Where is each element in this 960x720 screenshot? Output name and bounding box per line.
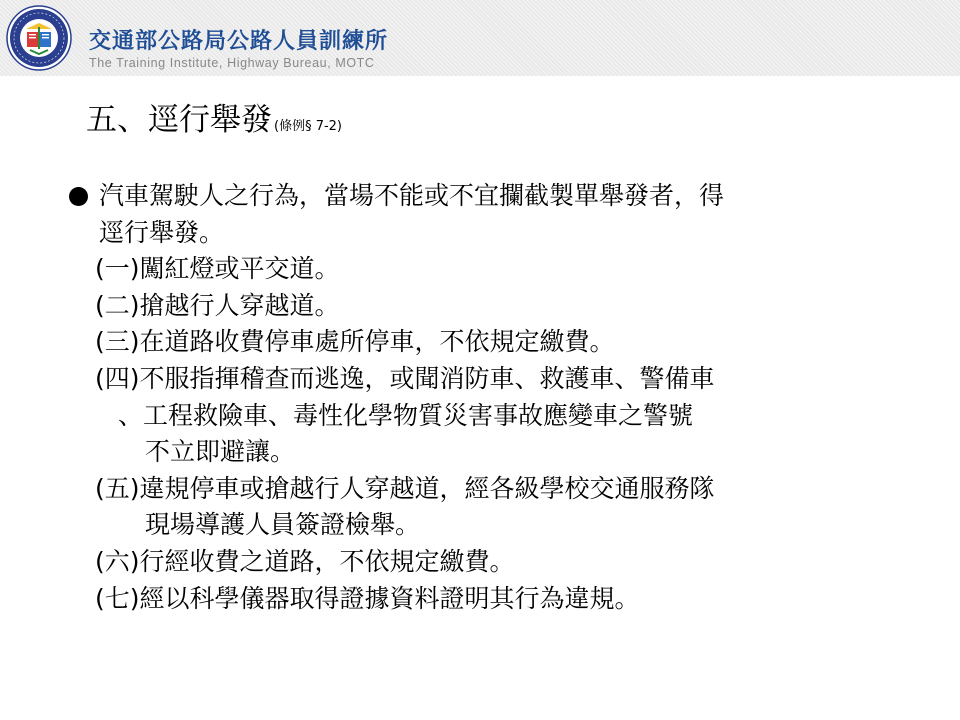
slide-title bbox=[86, 94, 342, 139]
list-item-3: (三)在道路收費停車處所停車，不依規定繳費。 bbox=[95, 327, 615, 357]
bullet-line: 逕行舉發。 bbox=[99, 217, 225, 247]
list-item-5: (五)違規停車或搶越行人穿越道，經各級學校交通服務隊 bbox=[95, 473, 715, 503]
list-item-6: (六)行經收費之道路，不依規定繳費。 bbox=[95, 546, 515, 576]
bullet-dot-icon bbox=[69, 187, 88, 206]
org-name-english: The Training Institute, Highway Bureau, MOTC bbox=[89, 56, 375, 70]
list-item-5-continuation: 現場導護人員簽證檢舉。 bbox=[145, 510, 421, 540]
list-item-4: (四)不服指揮稽查而逃逸，或聞消防車、救護車、警備車 bbox=[95, 363, 715, 393]
list-item-7: (七)經以科學儀器取得證據資料證明其行為違規。 bbox=[95, 583, 640, 613]
bullet-point bbox=[68, 178, 908, 251]
training-institute-seal-logo bbox=[6, 5, 72, 71]
header-bar bbox=[0, 0, 960, 76]
slide-title-reference: (條例§ 7-2) bbox=[274, 119, 343, 134]
list-item-4-continuation: 、工程救險車、毒性化學物質災害事故應變車之警號 bbox=[118, 400, 694, 430]
list-item-1: (一)闖紅燈或平交道。 bbox=[95, 254, 340, 284]
list-item-2: (二)搶越行人穿越道。 bbox=[95, 290, 340, 320]
org-name: 交通部公路局公路人員訓練所 bbox=[89, 29, 389, 54]
slide-body bbox=[68, 178, 908, 617]
slide-title-text: 五、逕行舉發 bbox=[86, 102, 272, 138]
bullet-line: 汽車駕駛人之行為，當場不能或不宜攔截製單舉發者，得 bbox=[99, 181, 725, 210]
list-item-4-continuation: 不立即避讓。 bbox=[145, 437, 296, 467]
